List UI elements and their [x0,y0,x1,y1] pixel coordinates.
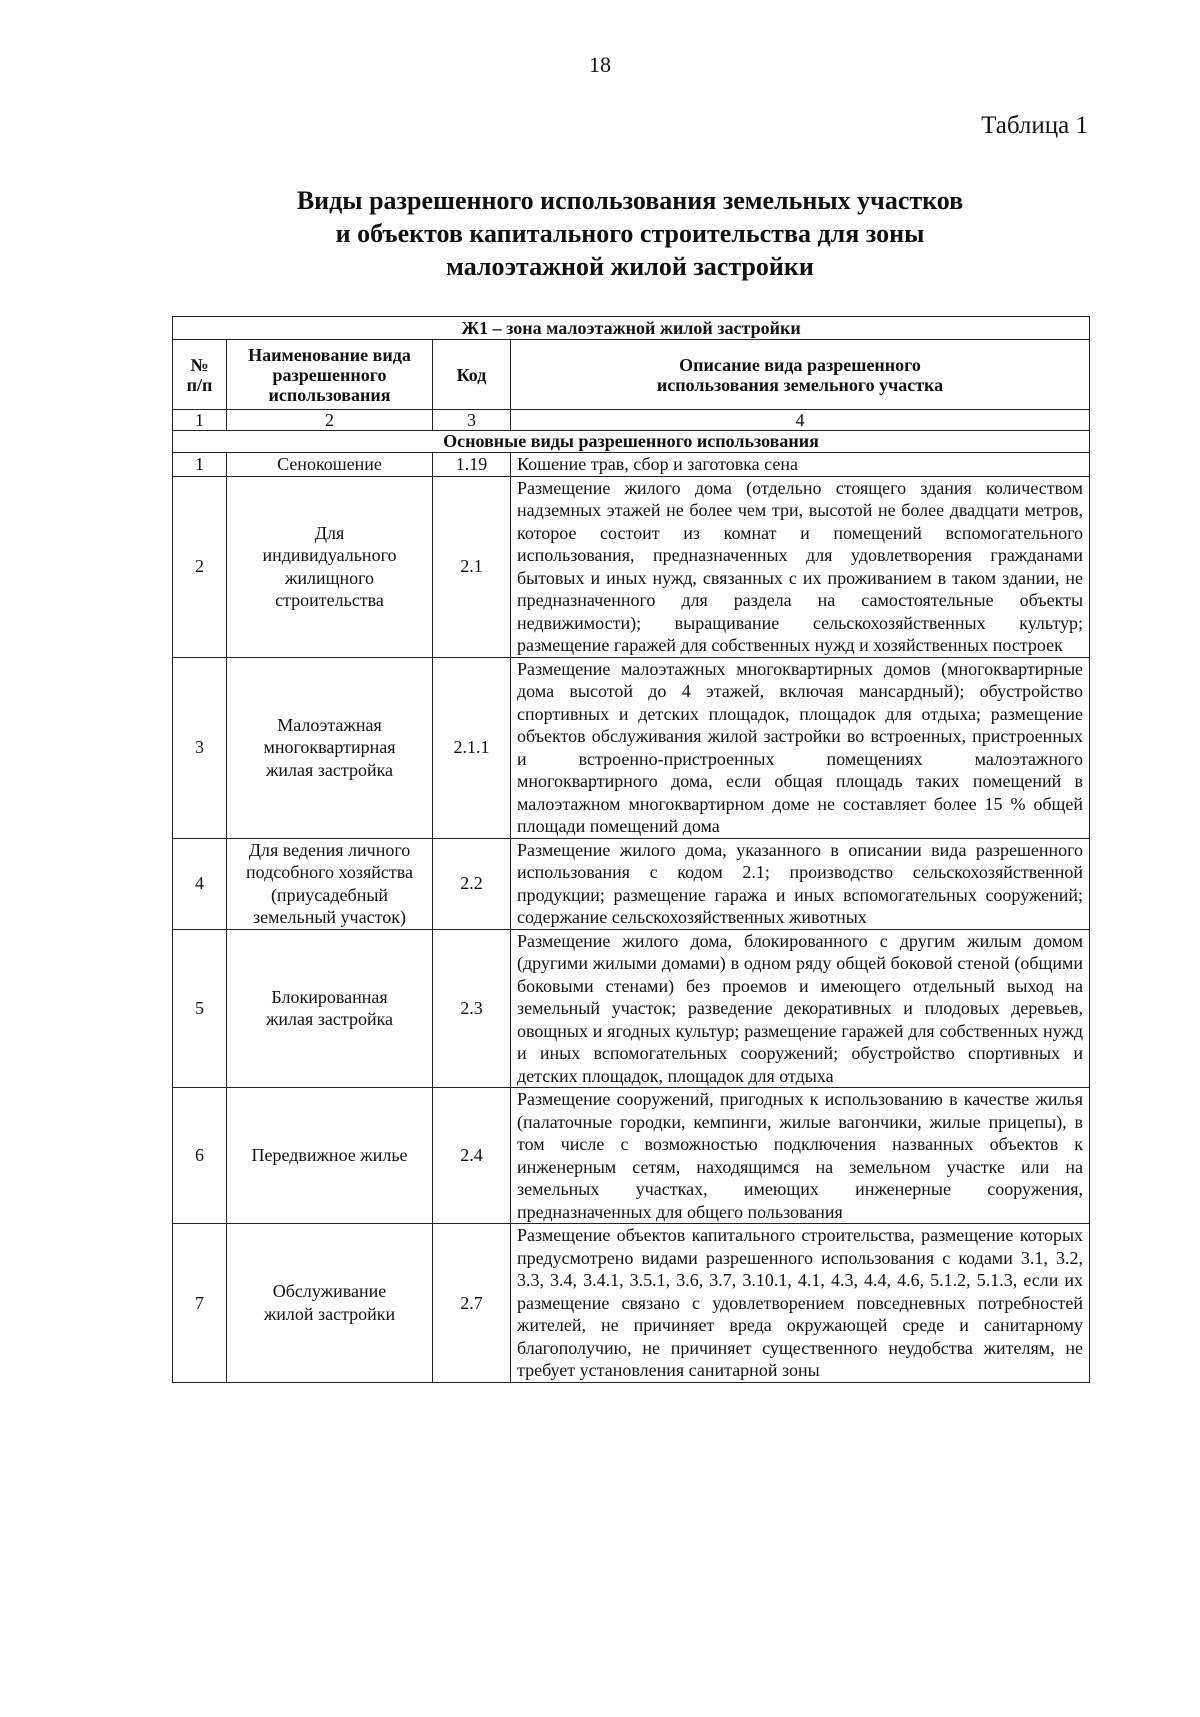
index-cell: 1 [173,410,227,431]
zone-header-row [173,317,1090,340]
table-row [173,1224,1090,1383]
title-line-2: и объектов капитального строительства для зоны [335,219,925,248]
row-code: 2.1.1 [433,657,511,838]
section-title: Основные виды разрешенного использования [173,431,1090,453]
table-row [173,657,1090,838]
row-code: 2.1 [433,476,511,657]
row-num: 4 [173,838,227,929]
header-desc: Описание вида разрешенного использования земельного участка [511,340,1090,410]
row-desc: Размещение малоэтажных многоквартирных домов (многоквартирные дома высотой до 4 этажей, включая мансардный); обустройство спортивных и детских площадок, площадок для отдыха; размещение объектов обслуживания жилой застройки во встроенных, пристроенных и встроенно-пристроенных помещениях малоэтажного многоквартирного дома, если общая площадь таких помещений в малоэтажном многоквартирном доме не составляет более 15 % общей площади помещений дома [511,657,1090,838]
document-title [180,184,1080,283]
header-name: Наименование вида разрешенного использования [227,340,433,410]
row-desc: Размещение жилого дома, указанного в описании вида разрешенного использования с кодом 2.1; производство сельскохозяйственной продукции; размещение гаража и иных вспомогательных сооружений; содержание сельскохозяйственных животных [511,838,1090,929]
row-num: 7 [173,1224,227,1383]
row-num: 6 [173,1088,227,1224]
title-line-1: Виды разрешенного использования земельных участков [296,186,964,215]
header-num: № п/п [173,340,227,410]
title-line-3: малоэтажной жилой застройки [446,252,814,281]
column-header-row [173,340,1090,410]
page-number: 18 [589,52,611,77]
row-name: Малоэтажная многоквартирная жилая застройка [227,657,433,838]
row-code: 2.4 [433,1088,511,1224]
row-desc: Размещение объектов капитального строительства, размещение которых предусмотрено видами разрешенного использования с кодами 3.1, 3.2, 3.3, 3.4, 3.4.1, 3.5.1, 3.6, 3.7, 3.10.1, 4.1, 4.3, 4.4, 4.6, 5.1.2, 5.1.3, если их размещение связано с удовлетворением повседневных потребностей жителей, не причиняет вреда окружающей среде и санитарному благополучию, не причиняет существенного неудобства жителям, не требует установления санитарной зоны [511,1224,1090,1383]
row-num: 5 [173,929,227,1088]
row-desc: Кошение трав, сбор и заготовка сена [511,453,1090,477]
zone-header: Ж1 – зона малоэтажной жилой застройки [173,317,1090,340]
row-num: 2 [173,476,227,657]
section-row [173,431,1090,453]
table-row [173,838,1090,929]
land-use-table [172,316,1090,1383]
row-code: 2.7 [433,1224,511,1383]
index-cell: 2 [227,410,433,431]
row-desc: Размещение жилого дома, блокированного с другим жилым домом (другими жилыми домами) в одном ряду общей боковой стеной (общими боковыми стенами) без проемов и имеющего отдельный выход на земельный участок; разведение декоративных и плодовых деревьев, овощных и ягодных культур; размещение гаражей для собственных нужд и иных вспомогательных сооружений; обустройство спортивных и детских площадок, площадок для отдыха [511,929,1090,1088]
header-code: Код [433,340,511,410]
row-code: 2.2 [433,838,511,929]
table-row [173,1088,1090,1224]
row-name: Для ведения личного подсобного хозяйства (приусадебный земельный участок) [227,838,433,929]
row-name: Обслуживание жилой застройки [227,1224,433,1383]
row-name: Передвижное жилье [227,1088,433,1224]
column-index-row [173,410,1090,431]
row-num: 1 [173,453,227,477]
index-cell: 3 [433,410,511,431]
row-desc: Размещение сооружений, пригодных к использованию в качестве жилья (палаточные городки, кемпинги, жилые вагончики, жилые прицепы), в том числе с возможностью подключения названных объектов к инженерным сетям, находящимся на земельном участке или на земельных участках, имеющих инженерные сооружения, предназначенных для общего пользования [511,1088,1090,1224]
table-row [173,929,1090,1088]
row-desc: Размещение жилого дома (отдельно стоящего здания количеством надземных этажей не более чем три, высотой не более двадцати метров, которое состоит из комнат и помещений вспомогательного использования, предназначенных для удовлетворения гражданами бытовых и иных нужд, связанных с их проживанием в таком здании, не предназначенного для раздела на самостоятельные объекты недвижимости); выращивание сельскохозяйственных культур; размещение гаражей для собственных нужд и хозяйственных построек [511,476,1090,657]
table-label: Таблица 1 [981,112,1088,139]
row-code: 1.19 [433,453,511,477]
row-name: Для индивидуального жилищного строительства [227,476,433,657]
row-num: 3 [173,657,227,838]
index-cell: 4 [511,410,1090,431]
row-name: Сенокошение [227,453,433,477]
table-row [173,453,1090,477]
row-name: Блокированная жилая застройка [227,929,433,1088]
row-code: 2.3 [433,929,511,1088]
table-row [173,476,1090,657]
